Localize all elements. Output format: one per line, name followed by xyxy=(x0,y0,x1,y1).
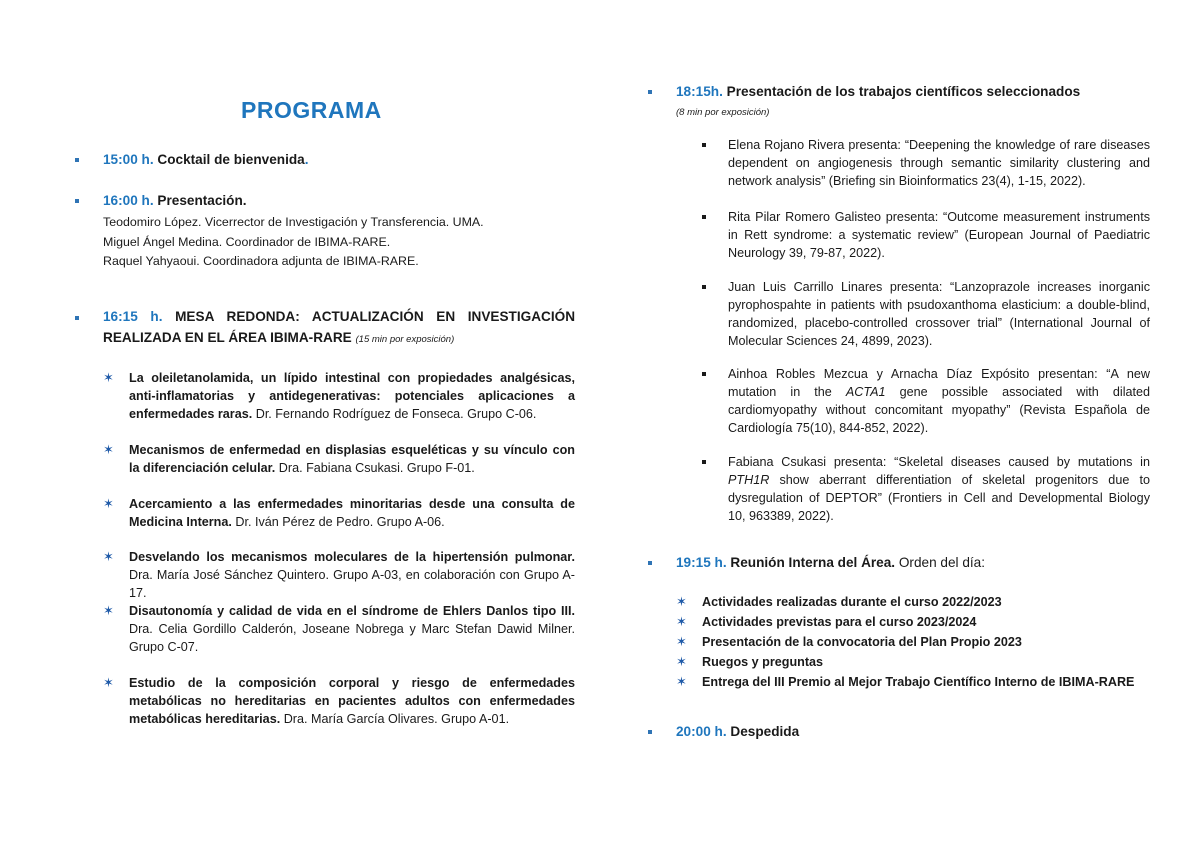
talk-text xyxy=(129,674,575,728)
speaker-line: Miguel Ángel Medina. Coordinador de IBIMA-RARE. xyxy=(103,235,391,249)
talk-speaker: Dr. Fernando Rodríguez de Fonseca. Grupo C-06. xyxy=(252,407,537,421)
work-text: Juan Luis Carrillo Linares presenta: “Lanzoprazole increases inorganic pyrophospahte in patients with psudoxanthoma elasticium: a double-blind, randomized, placebo-controlled crossover trial” (International Journal of Molecular Sciences 24, 4899, 2023). xyxy=(728,280,1150,348)
bullet-square-icon xyxy=(75,316,79,320)
star-bullet-icon: ✶ xyxy=(103,603,114,618)
bullet-square-icon xyxy=(75,199,79,203)
star-bullet-icon: ✶ xyxy=(103,496,114,511)
talk-speaker: Dra. Fabiana Csukasi. Grupo F-01. xyxy=(275,461,475,475)
page-title: PROGRAMA xyxy=(241,97,382,123)
speaker-line: Raquel Yahyaoui. Coordinadora adjunta de IBIMA-RARE. xyxy=(103,254,419,268)
agenda-text: Actividades previstas para el curso 2023/2024 xyxy=(702,615,977,629)
time-note: (8 min por exposición) xyxy=(676,107,770,118)
star-bullet-icon: ✶ xyxy=(103,549,114,564)
agenda-item-mesa-redonda xyxy=(75,308,575,348)
time-label: 16:15 h. xyxy=(103,309,163,324)
work-text-part: gene possible associated with dilated cardiomyopathy without concomitant myopathy” (Revista Española de Cardiología 75(10), 844-852, 2022). xyxy=(728,385,1150,435)
item-label-line1: MESA REDONDA: ACTUALIZACIÓN EN INVESTIGACIÓN xyxy=(175,309,576,324)
talk-title: Disautonomía y calidad de vida en el síndrome de Ehlers Danlos tipo III. xyxy=(129,604,575,618)
agenda-list xyxy=(676,593,1150,693)
agenda-text: Ruegos y preguntas xyxy=(702,655,824,669)
talk-text xyxy=(129,495,575,531)
trailing-dot: . xyxy=(304,152,309,167)
bullet-square-icon xyxy=(648,90,652,94)
time-label: 20:00 h. xyxy=(676,724,727,739)
work-text xyxy=(728,365,1150,437)
item-label: Despedida xyxy=(730,724,800,739)
item-label: Reunión Interna del Área. xyxy=(730,555,896,570)
work-text xyxy=(728,453,1150,525)
talk-text xyxy=(129,548,575,602)
time-label: 18:15h. xyxy=(676,84,723,99)
talk-title: Desvelando los mecanismos moleculares de la hipertensión pulmonar. xyxy=(129,550,575,564)
star-bullet-icon: ✶ xyxy=(676,674,687,689)
talk-title: La oleiletanolamida, un lípido intestinal con propiedades analgésicas, anti-inflamatorias y antidegenerativas: potenciales aplicaciones a enfermedades raras. xyxy=(129,371,575,421)
star-bullet-icon: ✶ xyxy=(103,675,114,690)
time-label: 16:00 h. xyxy=(103,193,154,208)
star-bullet-icon: ✶ xyxy=(676,614,687,629)
talk-text xyxy=(129,369,575,423)
bullet-square-icon xyxy=(702,215,706,219)
talk-title: Estudio de la composición corporal y riesgo de enfermedades metabólicas no hereditarias en pacientes adultos con enfermedades metabólicas hereditarias. xyxy=(129,676,575,726)
agenda-text: Entrega del III Premio al Mejor Trabajo Científico Interno de IBIMA-RARE xyxy=(702,675,1135,689)
agenda-list-item xyxy=(676,653,1150,673)
gene-name: PTH1R xyxy=(728,473,770,487)
time-label: 19:15 h. xyxy=(676,555,727,570)
star-bullet-icon: ✶ xyxy=(676,594,687,609)
bullet-square-icon xyxy=(648,561,652,565)
talk-speaker: Dra. María José Sánchez Quintero. Grupo A-03, en colaboración con Grupo A-17. xyxy=(129,568,575,600)
agenda-item-trabajos xyxy=(648,83,1150,123)
agenda-list-item xyxy=(676,633,1150,653)
talk-title: Acercamiento a las enfermedades minoritarias desde una consulta de Medicina Interna. xyxy=(129,497,575,529)
agenda-item-reunion xyxy=(648,554,1150,574)
work-text: Elena Rojano Rivera presenta: “Deepening the knowledge of rare diseases dependent on angiogenesis through semantic similarity clustering and network analysis” (Briefing sin Bioinformatics 23(4), 1-15, 2022). xyxy=(728,138,1150,188)
time-note: (15 min por exposición) xyxy=(355,334,455,345)
star-bullet-icon: ✶ xyxy=(676,634,687,649)
time-label: 15:00 h. xyxy=(103,152,154,167)
work-text-part: show aberrant differentiation of skeletal progenitors due to dysregulation of DEPTOR” (Frontiers in Cell and Developmental Biology 10, 963389, 2022). xyxy=(728,473,1150,523)
item-label-line2: REALIZADA EN EL ÁREA IBIMA-RARE xyxy=(103,330,352,345)
talk-speaker: Dr. Iván Pérez de Pedro. Grupo A-06. xyxy=(231,515,445,529)
item-label-plain: Orden del día: xyxy=(895,555,986,570)
item-label: Cocktail de bienvenida xyxy=(157,152,305,167)
agenda-text: Presentación de la convocatoria del Plan Propio 2023 xyxy=(702,635,1022,649)
agenda-item-cocktail xyxy=(75,151,575,171)
bullet-square-icon xyxy=(648,730,652,734)
bullet-square-icon xyxy=(702,143,706,147)
work-text-part: Fabiana Csukasi presenta: “Skeletal diseases caused by mutations in xyxy=(728,455,1150,469)
gene-name: ACTA1 xyxy=(845,385,886,399)
work-text: Rita Pilar Romero Galisteo presenta: “Outcome measurement instruments in Rett syndrome: a systematic review” (European Journal of Paediatric Neurology 39, 79-87, 2022). xyxy=(728,210,1150,260)
star-bullet-icon: ✶ xyxy=(103,370,114,385)
agenda-item-presentacion xyxy=(75,192,575,272)
talk-text xyxy=(129,441,575,477)
bullet-square-icon xyxy=(75,158,79,162)
agenda-list-item xyxy=(676,673,1150,693)
bullet-square-icon xyxy=(702,460,706,464)
bullet-square-icon xyxy=(702,372,706,376)
speaker-line: Teodomiro López. Vicerrector de Investigación y Transferencia. UMA. xyxy=(103,215,484,229)
item-label: Presentación de los trabajos científicos seleccionados xyxy=(726,84,1081,99)
talk-title: Mecanismos de enfermedad en displasias esqueléticas y su vínculo con la diferenciación celular. xyxy=(129,443,575,475)
talk-speaker: Dra. María García Olivares. Grupo A-01. xyxy=(280,712,510,726)
agenda-list-item xyxy=(676,593,1150,613)
talk-text xyxy=(129,602,575,656)
star-bullet-icon: ✶ xyxy=(676,654,687,669)
work-text-part: Ainhoa Robles Mezcua y Arnacha Díaz Expósito presentan: “A new mutation in the xyxy=(728,367,1150,399)
talk-speaker: Dra. Celia Gordillo Calderón, Joseane Nobrega y Marc Stefan Dawid Milner. Grupo C-07. xyxy=(129,622,575,654)
agenda-text: Actividades realizadas durante el curso 2022/2023 xyxy=(702,595,1002,609)
agenda-list-item xyxy=(676,613,1150,633)
agenda-item-despedida xyxy=(648,723,1150,743)
item-label: Presentación. xyxy=(157,193,247,208)
bullet-square-icon xyxy=(702,285,706,289)
star-bullet-icon: ✶ xyxy=(103,442,114,457)
